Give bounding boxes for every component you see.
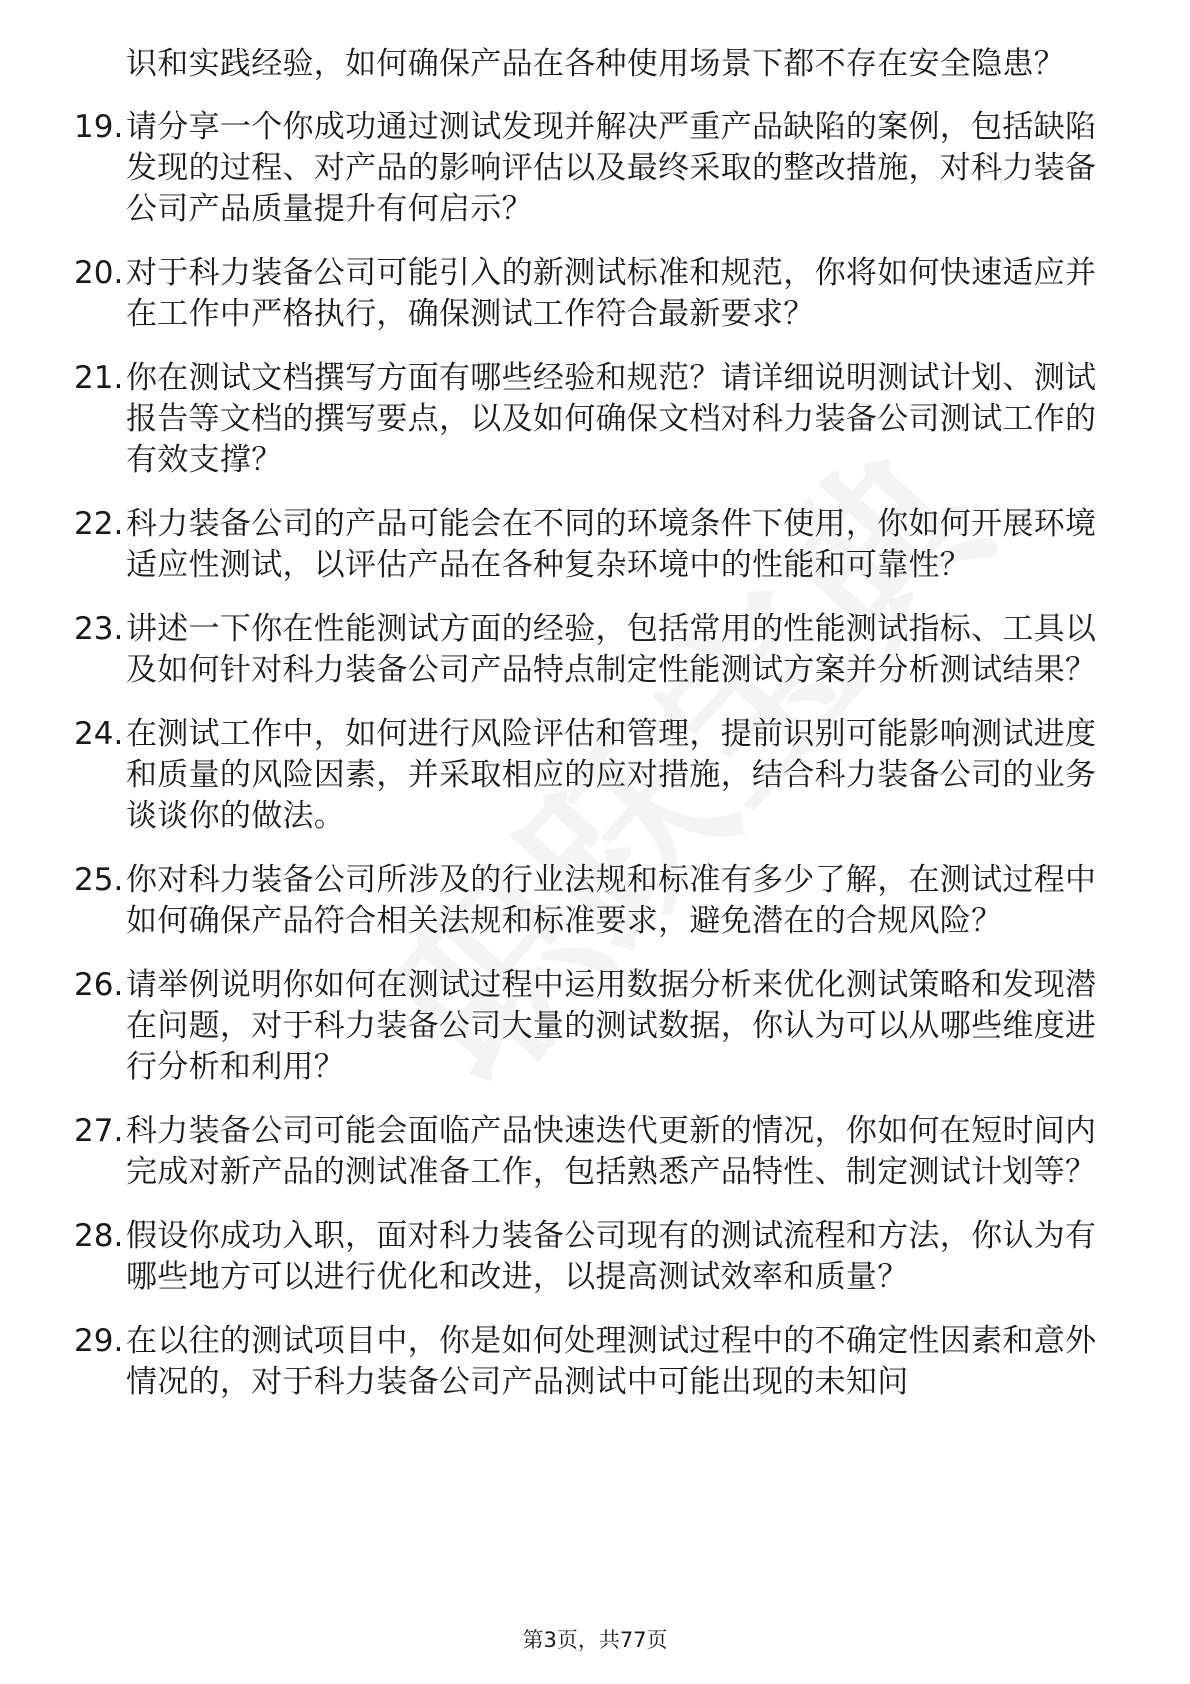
question-text: 在以往的测试项目中，你是如何处理测试过程中的不确定性因素和意外情况的，对于科力装备公司产品测试中可能出现的未知问 xyxy=(126,1323,1097,1400)
question-item xyxy=(74,1321,1114,1403)
question-item xyxy=(74,107,1114,230)
question-number: 25. xyxy=(74,862,124,898)
question-item xyxy=(74,609,1114,691)
document-content xyxy=(74,44,1114,1426)
question-item xyxy=(74,1111,1114,1193)
page-footer: 第3页，共77页 xyxy=(522,1628,668,1652)
question-item xyxy=(74,504,1114,586)
question-number: 19. xyxy=(74,109,124,145)
question-text: 对于科力装备公司可能引入的新测试标准和规范，你将如何快速适应并在工作中严格执行，确保测试工作符合最新要求？ xyxy=(126,255,1097,332)
question-number: 20. xyxy=(74,255,124,291)
question-item xyxy=(74,965,1114,1088)
question-number: 23. xyxy=(74,611,124,647)
question-text: 你对科力装备公司所涉及的行业法规和标准有多少了解，在测试过程中如何确保产品符合相关法规和标准要求，避免潜在的合规风险？ xyxy=(126,862,1097,939)
question-text: 假设你成功入职，面对科力装备公司现有的测试流程和方法，你认为有哪些地方可以进行优化和改进，以提高测试效率和质量？ xyxy=(126,1218,1097,1295)
question-list xyxy=(74,107,1114,1403)
question-text: 科力装备公司的产品可能会在不同的环境条件下使用，你如何开展环境适应性测试，以评估产品在各种复杂环境中的性能和可靠性？ xyxy=(126,506,1097,583)
question-number: 24. xyxy=(74,716,124,752)
question-text: 你在测试文档撰写方面有哪些经验和规范？请详细说明测试计划、测试报告等文档的撰写要点，以及如何确保文档对科力装备公司测试工作的有效支撑？ xyxy=(126,360,1097,478)
question-number: 28. xyxy=(74,1218,124,1254)
question-number: 22. xyxy=(74,506,124,542)
question-text: 讲述一下你在性能测试方面的经验，包括常用的性能测试指标、工具以及如何针对科力装备公司产品特点制定性能测试方案并分析测试结果？ xyxy=(126,611,1097,688)
question-item xyxy=(74,860,1114,942)
question-item xyxy=(74,714,1114,837)
question-text: 请举例说明你如何在测试过程中运用数据分析来优化测试策略和发现潜在问题，对于科力装备公司大量的测试数据，你认为可以从哪些维度进行分析和利用？ xyxy=(126,967,1097,1085)
question-item xyxy=(74,253,1114,335)
question-number: 27. xyxy=(74,1113,124,1149)
question-item xyxy=(74,1216,1114,1298)
question-text: 在测试工作中，如何进行风险评估和管理，提前识别可能影响测试进度和质量的风险因素，并采取相应的应对措施，结合科力装备公司的业务谈谈你的做法。 xyxy=(126,716,1097,834)
question-item xyxy=(74,358,1114,481)
question-number: 29. xyxy=(74,1323,124,1359)
continuation-paragraph: 识和实践经验，如何确保产品在各种使用场景下都不存在安全隐患？ xyxy=(126,46,1065,82)
question-number: 26. xyxy=(74,967,124,1003)
question-text: 科力装备公司可能会面临产品快速迭代更新的情况，你如何在短时间内完成对新产品的测试准备工作，包括熟悉产品特性、制定测试计划等？ xyxy=(126,1113,1097,1190)
question-number: 21. xyxy=(74,360,124,396)
question-text: 请分享一个你成功通过测试发现并解决严重产品缺陷的案例，包括缺陷发现的过程、对产品的影响评估以及最终采取的整改措施，对科力装备公司产品质量提升有何启示？ xyxy=(126,109,1097,227)
